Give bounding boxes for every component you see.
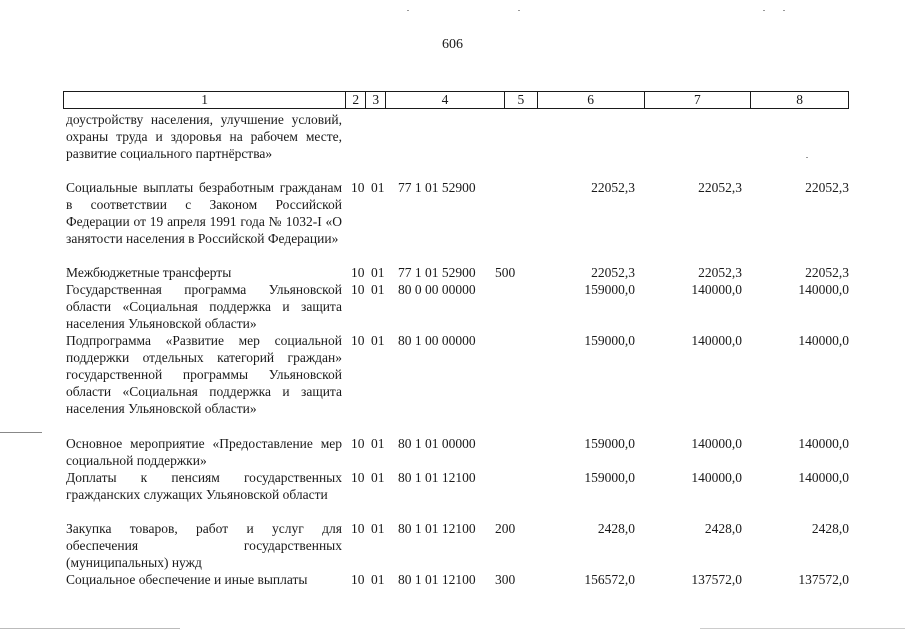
header-cell-7: 7 <box>645 92 752 108</box>
table-header-row <box>63 91 849 109</box>
row-name: Межбюджетные трансферты <box>66 265 232 280</box>
table-row <box>0 435 905 469</box>
header-cell-8: 8 <box>796 92 804 107</box>
row-value-col8: 22052,3 <box>805 180 849 195</box>
row-value-col6: 159000,0 <box>584 282 635 297</box>
row-value-col7: 22052,3 <box>698 180 742 195</box>
row-target-code: 80 1 01 12100 <box>398 521 476 536</box>
row-name: Социальные выплаты безработным гражданам в соответствии с Законом Российской Федерации от 19 апреля 1991 года № 1032-I «О занятости населения в Российской Федерации» <box>66 180 342 246</box>
row-value-col7: 137572,0 <box>691 572 742 587</box>
row-target-code: 80 1 01 00000 <box>398 436 476 451</box>
row-section: 10 <box>351 282 365 297</box>
page-number: 606 <box>442 37 463 52</box>
row-section: 10 <box>351 180 365 195</box>
row-value-col7: 2428,0 <box>704 521 742 536</box>
row-section: 10 <box>351 436 365 451</box>
row-subsection: 01 <box>371 333 385 348</box>
row-section: 10 <box>351 572 365 587</box>
scan-artifact-line <box>700 628 905 629</box>
table-row <box>0 281 905 332</box>
table-row <box>0 264 905 281</box>
row-target-code: 77 1 01 52900 <box>398 180 476 195</box>
row-subsection: 01 <box>371 282 385 297</box>
row-value-col6: 2428,0 <box>597 521 635 536</box>
scan-artifact-dot <box>518 10 520 11</box>
row-value-col7: 140000,0 <box>691 470 742 485</box>
row-subsection: 01 <box>371 572 385 587</box>
row-value-col6: 159000,0 <box>584 470 635 485</box>
row-value-col6: 22052,3 <box>591 265 635 280</box>
scan-artifact-dot <box>783 10 785 11</box>
header-cell-5: 5 <box>505 92 538 108</box>
row-section: 10 <box>351 470 365 485</box>
row-value-col6: 159000,0 <box>584 333 635 348</box>
table-body <box>0 111 905 588</box>
row-value-col7: 140000,0 <box>691 333 742 348</box>
scan-artifact-dot <box>407 10 409 11</box>
row-value-col8: 140000,0 <box>798 436 849 451</box>
row-value-col8: 137572,0 <box>798 572 849 587</box>
row-subsection: 01 <box>371 470 385 485</box>
row-section: 10 <box>351 265 365 280</box>
row-value-col8: 2428,0 <box>811 521 849 536</box>
row-name: Государственная программа Ульяновской области «Социальная поддержка и защита населения Ульяновской области» <box>66 282 342 331</box>
row-value-col8: 140000,0 <box>798 333 849 348</box>
row-name: Социальное обеспечение и иные выплаты <box>66 572 308 587</box>
row-target-code: 80 1 00 00000 <box>398 333 476 348</box>
header-cell-4: 4 <box>386 92 505 108</box>
scan-artifact-dot <box>806 157 808 158</box>
row-expense-type: 200 <box>495 521 516 536</box>
row-value-col8: 140000,0 <box>798 470 849 485</box>
row-section: 10 <box>351 521 365 536</box>
table-row <box>0 571 905 588</box>
header-cell-6: 6 <box>538 92 645 108</box>
scan-artifact-line <box>0 432 42 433</box>
row-name: Закупка товаров, работ и услуг для обеспечения государственных (муниципальных) нужд <box>66 521 342 570</box>
row-value-col6: 159000,0 <box>584 436 635 451</box>
row-section: 10 <box>351 333 365 348</box>
row-target-code: 80 0 00 00000 <box>398 282 476 297</box>
row-value-col8: 22052,3 <box>805 265 849 280</box>
row-subsection: 01 <box>371 180 385 195</box>
header-cell-1: 1 <box>64 92 346 108</box>
row-name: Основное мероприятие «Предоставление мер социальной поддержки» <box>66 436 342 468</box>
scan-artifact-line <box>0 628 180 629</box>
row-value-col7: 140000,0 <box>691 436 742 451</box>
row-value-col7: 140000,0 <box>691 282 742 297</box>
row-value-col7: 22052,3 <box>698 265 742 280</box>
table-row <box>0 520 905 571</box>
row-expense-type: 500 <box>495 265 516 280</box>
row-value-col6: 22052,3 <box>591 180 635 195</box>
row-name: Подпрограмма «Развитие мер социальной поддержки отдельных категорий граждан» государственной программы Ульяновской области «Социальная поддержка и защита населения Ульяновской области» <box>66 333 342 416</box>
row-subsection: 01 <box>371 521 385 536</box>
table-row <box>0 111 905 179</box>
row-subsection: 01 <box>371 436 385 451</box>
row-target-code: 80 1 01 12100 <box>398 470 476 485</box>
row-expense-type: 300 <box>495 572 516 587</box>
row-name: Доплаты к пенсиям государственных гражданских служащих Ульяновской области <box>66 470 342 502</box>
row-value-col6: 156572,0 <box>584 572 635 587</box>
row-target-code: 77 1 01 52900 <box>398 265 476 280</box>
row-subsection: 01 <box>371 265 385 280</box>
row-value-col8: 140000,0 <box>798 282 849 297</box>
table-row <box>0 332 905 435</box>
table-row <box>0 469 905 520</box>
header-cell-2: 2 <box>346 92 366 108</box>
header-cell-3: 3 <box>366 92 386 108</box>
row-name: доустройству населения, улучшение условий, охраны труда и здоровья на рабочем месте, развитие социального партнёрства» <box>66 112 342 161</box>
table-row <box>0 179 905 264</box>
row-target-code: 80 1 01 12100 <box>398 572 476 587</box>
scan-artifact-dot <box>763 10 765 11</box>
